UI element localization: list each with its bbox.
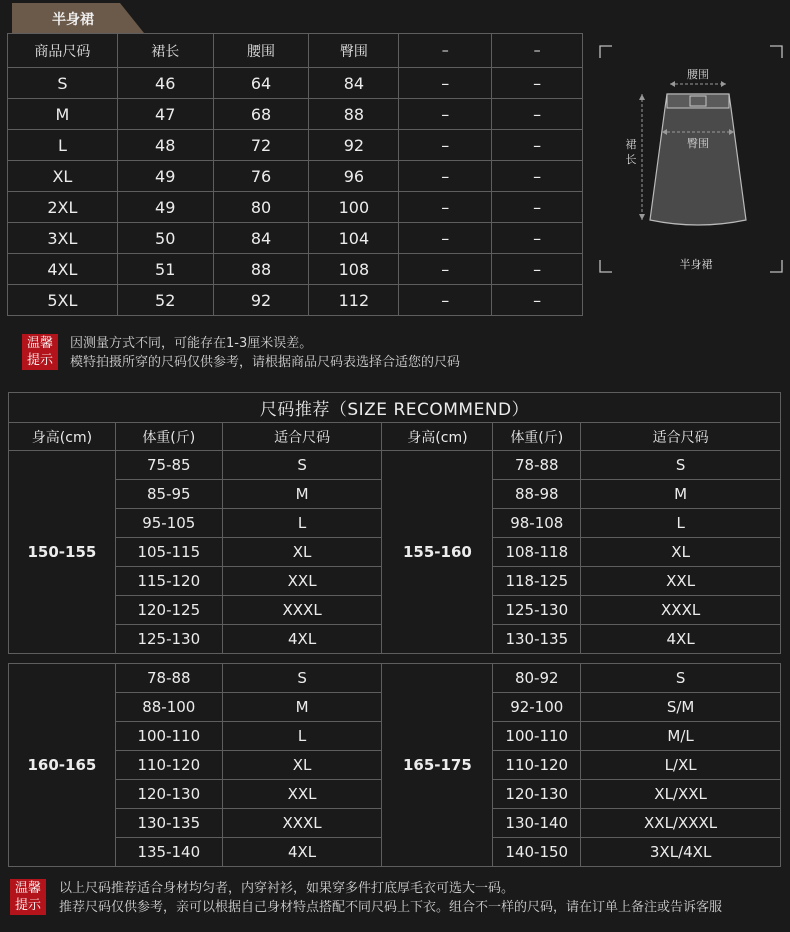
blank-cell: – [399,254,492,285]
header-cell: 商品尺码 [8,34,118,68]
waist-cell: 92 [213,285,309,316]
weight-cell: 88-100 [115,693,222,722]
weight-cell: 78-88 [493,451,581,480]
size-cell: S/M [581,693,781,722]
blank-cell: – [492,130,583,161]
size-cell: XL [222,751,382,780]
length-cell: 49 [117,161,213,192]
size-cell: 5XL [8,285,118,316]
hip-cell: 92 [309,130,399,161]
blank-cell: – [399,99,492,130]
tip-line: 因测量方式不同，可能存在1-3厘米误差。 [70,336,313,351]
table-row [8,161,583,192]
tip-line: 模特拍摄所穿的尺码仅供参考，请根据商品尺码表选择合适您的尺码 [70,355,461,370]
hip-cell: 112 [309,285,399,316]
recommend-title-row [9,393,781,423]
header-cell: – [492,34,583,68]
height-range-cell: 165-175 [382,664,493,867]
size-cell: M/L [581,722,781,751]
tip-badge [22,334,58,370]
blank-cell: – [492,99,583,130]
table-row [8,68,583,99]
size-table [7,33,583,316]
header-cell: 适合尺码 [222,423,382,451]
weight-cell: 130-140 [493,809,581,838]
size-cell: L [222,722,382,751]
size-cell: XXL/XXXL [581,809,781,838]
hip-cell: 84 [309,68,399,99]
table-row [8,99,583,130]
size-cell: XXXL [222,596,382,625]
length-label-2: 长 [625,153,637,166]
weight-cell: 140-150 [493,838,581,867]
tip-box-1 [22,334,722,376]
size-cell: 4XL [222,838,382,867]
section-title-tab [12,3,144,33]
hip-cell: 88 [309,99,399,130]
blank-cell: – [399,130,492,161]
size-cell: L [8,130,118,161]
skirt-measurement-diagram [598,44,784,274]
header-cell: 适合尺码 [581,423,781,451]
table-row [9,664,781,693]
size-cell: 4XL [581,625,781,654]
size-recommend-table-2 [8,663,781,867]
weight-cell: 115-120 [115,567,222,596]
size-cell: L [222,509,382,538]
header-cell: 体重(斤) [493,423,581,451]
size-cell: S [581,664,781,693]
tip-badge-line: 温馨 [14,881,41,896]
blank-cell: – [492,223,583,254]
weight-cell: 80-92 [493,664,581,693]
weight-cell: 105-115 [115,538,222,567]
hip-cell: 104 [309,223,399,254]
hip-cell: 108 [309,254,399,285]
waist-cell: 68 [213,99,309,130]
header-cell: 身高(cm) [382,423,493,451]
length-cell: 46 [117,68,213,99]
hip-label: 臀围 [687,137,709,150]
header-cell: 腰围 [213,34,309,68]
blank-cell: – [492,161,583,192]
weight-cell: 100-110 [493,722,581,751]
blank-cell: – [492,192,583,223]
blank-cell: – [399,223,492,254]
waist-cell: 80 [213,192,309,223]
size-cell: XL [8,161,118,192]
blank-cell: – [492,254,583,285]
table-row [9,451,781,480]
weight-cell: 100-110 [115,722,222,751]
blank-cell: – [492,285,583,316]
waist-cell: 84 [213,223,309,254]
tip-badge [10,879,46,915]
weight-cell: 135-140 [115,838,222,867]
size-recommend-table-1 [8,392,781,654]
blank-cell: – [399,285,492,316]
size-cell: M [581,480,781,509]
height-range-cell: 155-160 [382,451,493,654]
size-cell: XXL [222,780,382,809]
size-cell: 3XL [8,223,118,254]
size-cell: XXL [222,567,382,596]
weight-cell: 110-120 [115,751,222,780]
size-cell: S [222,664,382,693]
waist-cell: 72 [213,130,309,161]
header-cell: 身高(cm) [9,423,116,451]
waist-label: 腰围 [687,68,709,81]
size-cell: M [8,99,118,130]
weight-cell: 120-130 [115,780,222,809]
tip-line: 推荐尺码仅供参考，亲可以根据自己身材特点搭配不同尺码上下衣。组合不一样的尺码，请在订单上备注或告诉客服 [59,900,723,915]
waist-cell: 76 [213,161,309,192]
size-cell: S [581,451,781,480]
hip-cell: 100 [309,192,399,223]
size-cell: 2XL [8,192,118,223]
tip-badge-line: 提示 [26,353,53,368]
waist-cell: 88 [213,254,309,285]
weight-cell: 92-100 [493,693,581,722]
blank-cell: – [399,68,492,99]
weight-cell: 120-130 [493,780,581,809]
size-cell: S [8,68,118,99]
recommend-title: 尺码推荐（SIZE RECOMMEND） [9,393,781,423]
table-row [8,192,583,223]
weight-cell: 88-98 [493,480,581,509]
weight-cell: 125-130 [493,596,581,625]
weight-cell: 130-135 [115,809,222,838]
size-cell: XXL [581,567,781,596]
header-cell: 体重(斤) [115,423,222,451]
size-cell: XXXL [581,596,781,625]
section-title: 半身裙 [52,12,94,28]
weight-cell: 110-120 [493,751,581,780]
table-row [8,254,583,285]
size-cell: S [222,451,382,480]
table-row [8,130,583,161]
size-table-header [8,34,583,68]
weight-cell: 120-125 [115,596,222,625]
skirt-illustration [598,44,784,274]
size-cell: 4XL [8,254,118,285]
size-cell: XL [222,538,382,567]
diagram-caption: 半身裙 [679,258,713,271]
table-row [8,285,583,316]
blank-cell: – [492,68,583,99]
blank-cell: – [399,161,492,192]
size-cell: XXXL [222,809,382,838]
weight-cell: 95-105 [115,509,222,538]
weight-cell: 108-118 [493,538,581,567]
length-label-1: 裙 [625,138,637,151]
length-cell: 48 [117,130,213,161]
tip-badge-line: 温馨 [26,336,53,351]
weight-cell: 78-88 [115,664,222,693]
length-cell: 50 [117,223,213,254]
header-cell: – [399,34,492,68]
length-cell: 47 [117,99,213,130]
waist-cell: 64 [213,68,309,99]
size-cell: M [222,480,382,509]
weight-cell: 125-130 [115,625,222,654]
size-cell: M [222,693,382,722]
hip-cell: 96 [309,161,399,192]
header-cell: 裙长 [117,34,213,68]
weight-cell: 98-108 [493,509,581,538]
size-cell: XL/XXL [581,780,781,809]
weight-cell: 85-95 [115,480,222,509]
tip-badge-line: 提示 [14,898,41,913]
length-cell: 52 [117,285,213,316]
size-cell: 3XL/4XL [581,838,781,867]
tip-box-2 [10,879,785,921]
weight-cell: 130-135 [493,625,581,654]
weight-cell: 118-125 [493,567,581,596]
tip-line: 以上尺码推荐适合身材均匀者，内穿衬衫，如果穿多件打底厚毛衣可选大一码。 [59,881,515,896]
blank-cell: – [399,192,492,223]
size-cell: XL [581,538,781,567]
weight-cell: 75-85 [115,451,222,480]
length-cell: 49 [117,192,213,223]
size-cell: 4XL [222,625,382,654]
size-cell: L [581,509,781,538]
header-cell: 臀围 [309,34,399,68]
length-cell: 51 [117,254,213,285]
height-range-cell: 150-155 [9,451,116,654]
recommend-header-row [9,423,781,451]
size-cell: L/XL [581,751,781,780]
height-range-cell: 160-165 [9,664,116,867]
table-row [8,223,583,254]
